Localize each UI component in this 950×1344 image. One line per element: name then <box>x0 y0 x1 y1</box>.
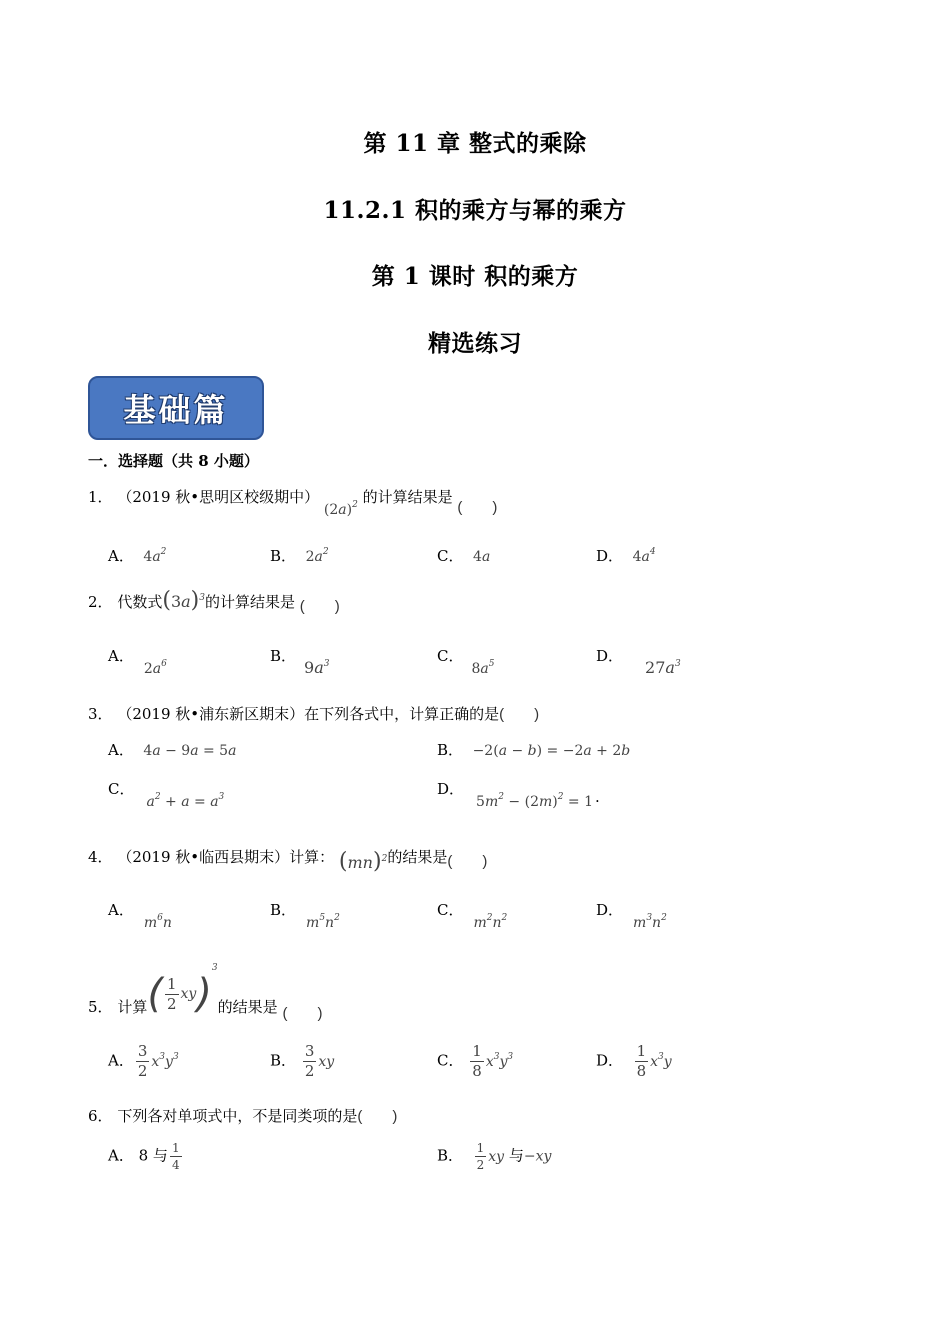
question-source: （2019 秋•临西县期末）计算： <box>117 848 335 866</box>
chapter-title: 第 11 章 整式的乘除 <box>363 130 587 157</box>
question-number: 5． <box>88 998 113 1016</box>
q1-option-a: A． $4a^2$ <box>108 547 167 565</box>
math-expression: ( $\frac{1}{2}$ xy)$^3$ <box>147 963 218 1017</box>
math-expression: $(3a)^3$ <box>162 588 205 613</box>
section-title: 11.2.1 积的乘方与幂的乘方 <box>323 197 627 224</box>
q5-option-a: A． $\frac{3}{2}$ $x^3y^3$ <box>108 1042 179 1080</box>
answer-blank: ( ) <box>282 1005 323 1022</box>
answer-blank: ( ) <box>357 1108 398 1125</box>
question-1 <box>88 486 498 518</box>
question-source: （2019 秋•思明区校级期中） <box>117 488 320 506</box>
question-2 <box>88 588 340 613</box>
question-text: （2019 秋•浦东新区期末）在下列各式中，计算正确的是 <box>117 705 500 723</box>
q5-option-b: B． $\frac{3}{2}$ xy <box>270 1042 335 1080</box>
question-text: 下列各对单项式中，不是同类项的是 <box>117 1107 358 1125</box>
q4-option-a: A．$m^6n$ <box>108 901 172 931</box>
q2-option-c: C．$8a^5$ <box>437 647 495 677</box>
question-number: 2． <box>88 593 113 611</box>
question-6 <box>88 1105 397 1126</box>
q5-option-d: D． $\frac{1}{8}$ $x^3y$ <box>596 1042 672 1080</box>
q1-option-d: D． $4a^4$ <box>596 547 656 565</box>
lesson-title: 第 1 课时 积的乘方 <box>371 263 579 290</box>
basic-section-badge: 基础篇 <box>88 376 264 440</box>
answer-blank: ( ) <box>299 598 340 615</box>
math-expression: (mn)$^2$ <box>338 849 388 874</box>
question-4 <box>88 843 488 874</box>
q2-option-b: B．$9a^3$ <box>270 647 330 677</box>
q3-option-d: D．$5m^2 - (2m)^2 = 1$ . <box>437 780 600 810</box>
q3-option-b: B． −2(a − b) = −2a + 2b <box>437 741 631 759</box>
answer-blank: ( ) <box>457 499 498 516</box>
question-5 <box>88 963 323 1022</box>
answer-blank: ( ) <box>447 853 488 870</box>
q5-option-c: C． $\frac{1}{8}$ $x^3y^3$ <box>437 1042 514 1080</box>
question-text: 的计算结果是 <box>362 488 453 506</box>
subtitle: 精选练习 <box>428 330 522 357</box>
question-number: 1． <box>88 488 113 506</box>
part-heading: 一．选择题（共 8 小题） <box>88 452 259 470</box>
q6-option-b: B． $\frac{1}{2}$ xy 与−xy <box>437 1141 552 1172</box>
question-3 <box>88 703 539 724</box>
question-text: 的结果是 <box>387 848 448 866</box>
q2-option-a: A．$2a^6$ <box>108 647 167 677</box>
q4-option-b: B．$m^5n^2$ <box>270 901 340 931</box>
q3-option-c: C．$a^2 + a = a^3$ <box>108 780 225 810</box>
question-number: 3． <box>88 705 113 723</box>
question-text: 的结果是 <box>217 998 278 1016</box>
question-prefix: 计算 <box>117 998 148 1016</box>
q4-option-d: D．$m^3n^2$ <box>596 901 667 931</box>
q4-option-c: C．$m^2n^2$ <box>437 901 508 931</box>
question-number: 6． <box>88 1107 113 1125</box>
q2-option-d: D．$27a^3$ <box>596 647 681 677</box>
q1-option-b: B． $2a^2$ <box>270 547 329 565</box>
math-expression: $(2a)^2$ <box>323 500 358 518</box>
question-text: 的计算结果是 <box>205 593 296 611</box>
q3-option-a: A． 4a − 9a = 5a <box>108 741 237 759</box>
question-number: 4． <box>88 848 113 866</box>
answer-blank: ( ) <box>499 706 540 723</box>
q6-option-a: A． 8 与 $\frac{1}{4}$ <box>108 1141 180 1172</box>
question-prefix: 代数式 <box>117 593 163 611</box>
q1-option-c: C． 4a <box>437 547 491 565</box>
